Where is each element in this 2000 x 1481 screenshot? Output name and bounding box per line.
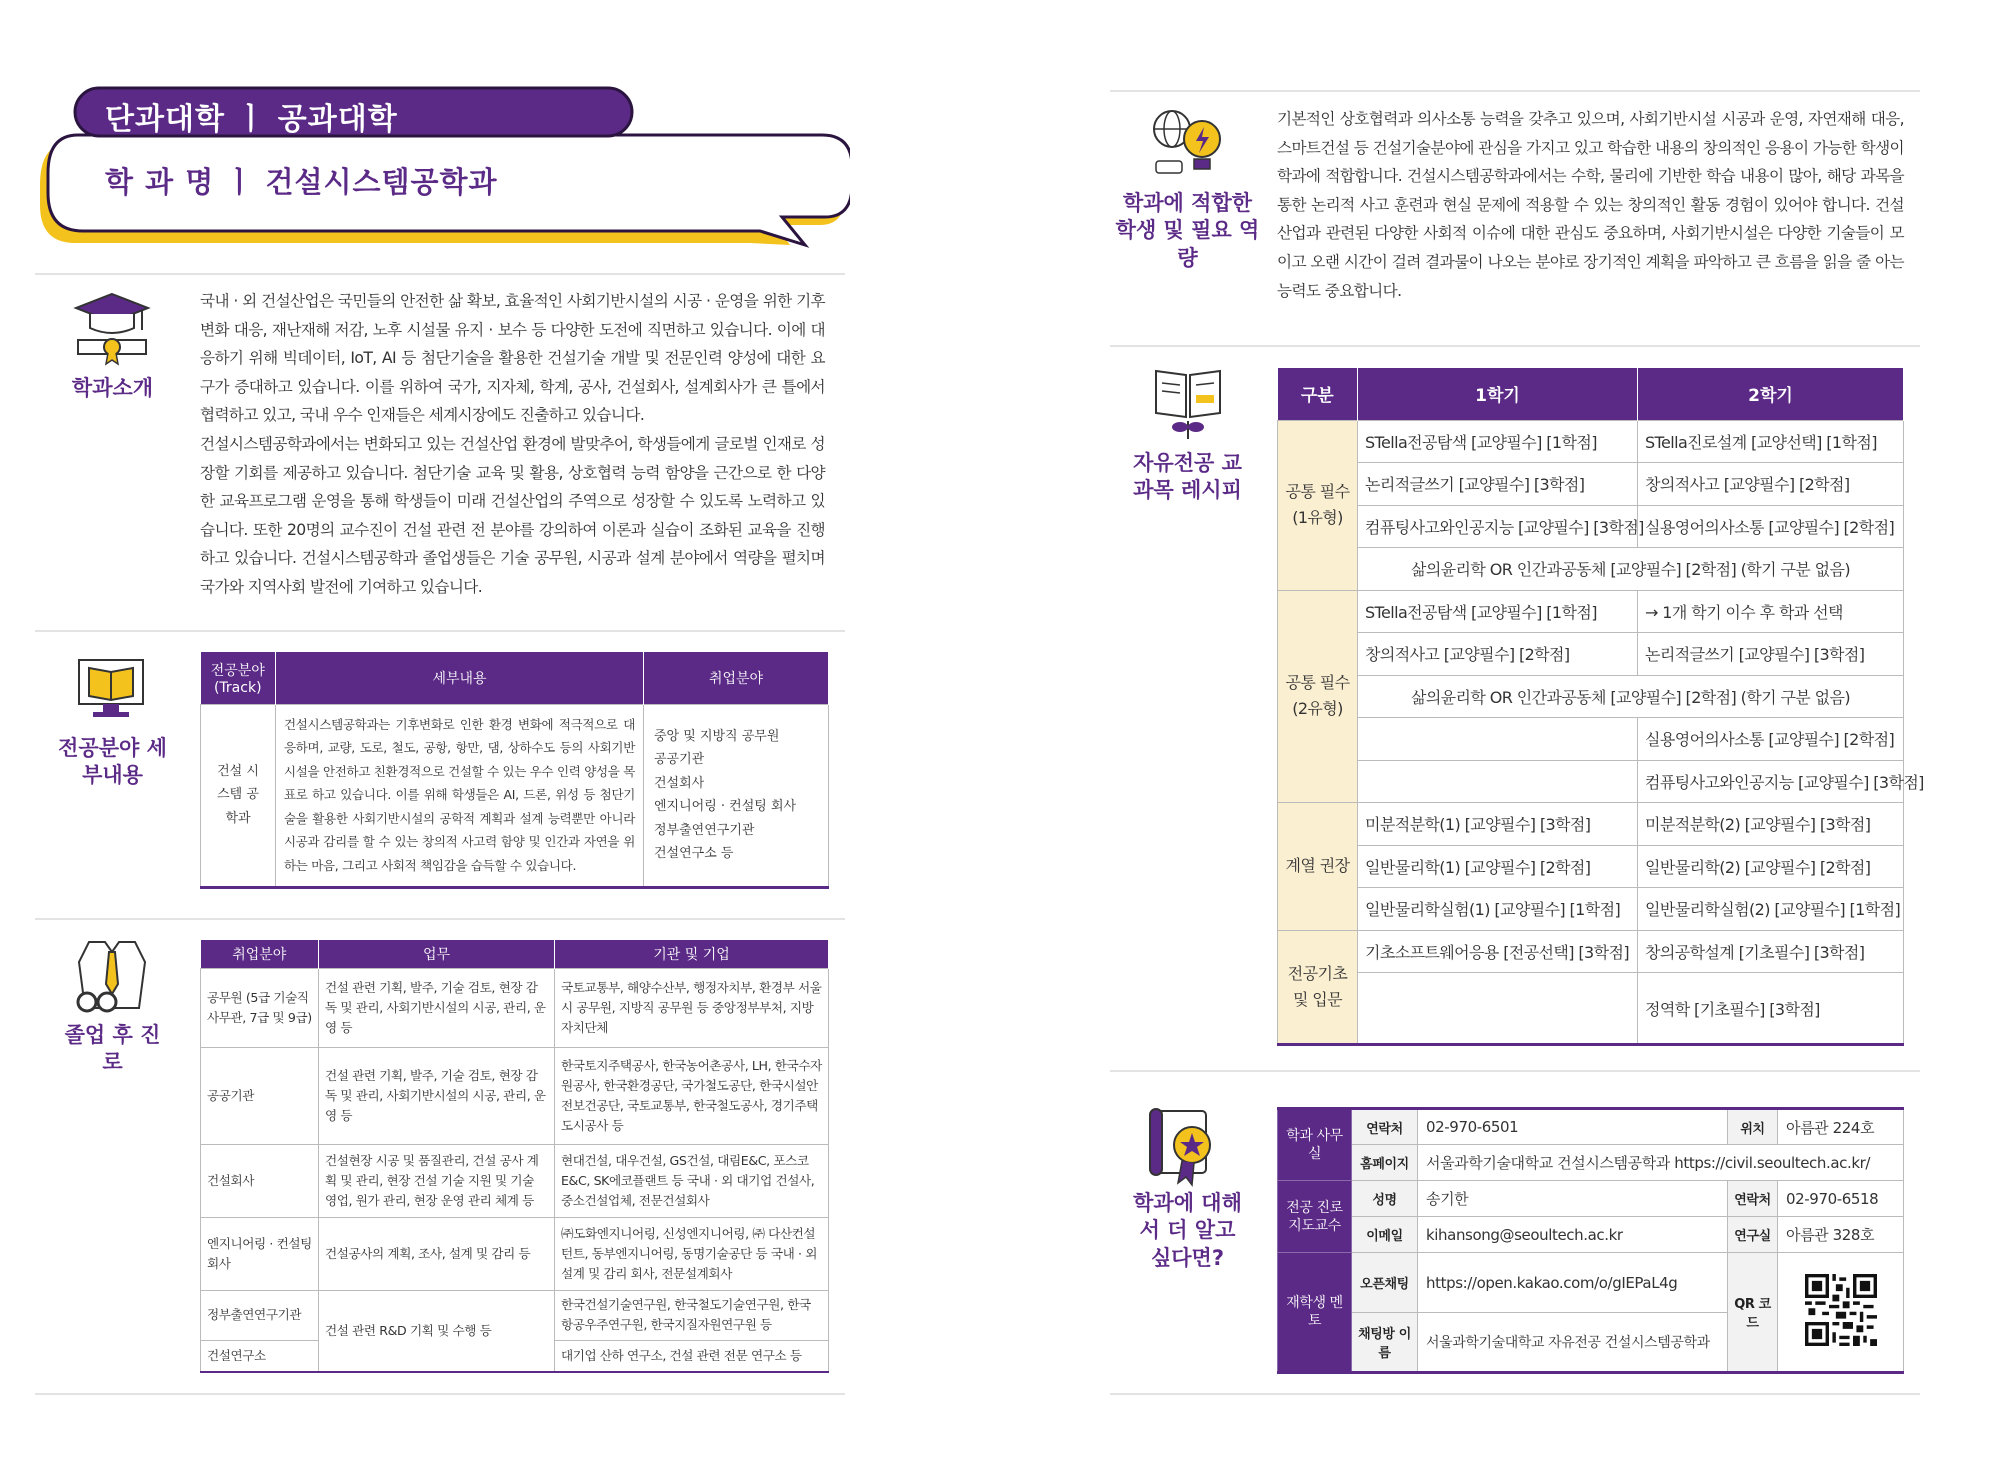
career-work: 건설공사의 계획, 조사, 설계 및 감리 등 (319, 1217, 555, 1290)
divider (35, 1393, 845, 1395)
job-item: 정부출연연구기관 (654, 822, 755, 838)
course-cell: 미분적분학(1) [교양필수] [3학점] (1358, 803, 1638, 846)
career-table (200, 940, 829, 1373)
table-row (201, 1290, 829, 1340)
fit-paragraph: 기본적인 상호협력과 의사소통 능력을 갖추고 있으며, 사회기반시설 시공과 운영, 자연재해 대응, 스마트건설 등 건설기술분야에 관심을 가지고 있고 학습한 내용의 창의적인 응용이 가능한 학생이 학과에 적합합니다. 건설시스템공학과에서는 수학, 물리에 기반한 학습 내용이 많아, 해당 과목을 통한 논리적 사고 훈련과 현실 문제에 적용할 수 있는 창의적인 활동 경험이 있어야 합니다. 건설산업과 관련된 다양한 사회적 이슈에 대한 관심도 중요하며, 사회기반시설은 다양한 기술들이 모이고 오랜 시간이 걸려 결과물이 나오는 분야로 장기적인 계획을 파악하고 큰 흐름을 읽을 줄 아는 능력도 중요합니다. (1277, 110, 1904, 300)
homepage-label: 홈페이지 (1352, 1145, 1418, 1181)
advisor-name: 송기한 (1418, 1181, 1728, 1217)
track-name: 건설 시스템 공학과 (201, 704, 276, 887)
career-field: 공무원 (5급 기술직 사무관, 7급 및 9급) (201, 968, 319, 1047)
dept-name: 학 과 명 ㅣ 건설시스템공학과 (105, 165, 498, 199)
contact-table (1277, 1107, 1904, 1374)
globe-lightbulb-icon (1150, 105, 1230, 185)
book-plant-icon (1152, 365, 1224, 443)
office-tel[interactable]: 02-970-6501 (1418, 1109, 1728, 1145)
job-item: 중앙 및 지방직 공무원 (654, 728, 780, 744)
qr-label: QR 코드 (1728, 1253, 1778, 1373)
advisor-email[interactable]: kihansong@seoultech.ac.kr (1418, 1217, 1728, 1253)
table-row (1278, 760, 1904, 803)
course-cell: 정역학 [기초필수] [3학점] (1638, 973, 1904, 1045)
divider (35, 630, 845, 632)
table-row (1278, 463, 1904, 506)
homepage-link[interactable]: 서울과학기술대학교 건설시스템공학과 https://civil.seoultech.ac.kr/ (1418, 1145, 1904, 1181)
openchat-label: 오픈채팅 (1352, 1253, 1418, 1313)
college-label: 단과대학 ㅣ 공과대학 (105, 102, 398, 137)
career-org: ㈜도화엔지니어링, 신성엔지니어링, ㈜ 다산컨설턴트, 동부엔지니어링, 동명기술공단 등 국내 · 외 설계 및 감리 회사, 전문설계회사 (555, 1217, 829, 1290)
advisor-tel-label: 연락처 (1728, 1181, 1778, 1217)
table-row (1278, 845, 1904, 888)
recipe-header-category: 구분 (1278, 368, 1358, 420)
course-cell: 컴퓨팅사고와인공지능 [교양필수] [3학점] (1638, 760, 1904, 803)
recipe-header-sem2: 2학기 (1638, 368, 1904, 420)
career-work: 건설 관련 기획, 발주, 기술 검토, 현장 감독 및 관리, 사회기반시설의 시공, 관리, 운영 등 (319, 968, 555, 1047)
course-cell: 미분적분학(2) [교양필수] [3학점] (1638, 803, 1904, 846)
table-row (1278, 930, 1904, 973)
table-row (1278, 888, 1904, 931)
email-label: 이메일 (1352, 1217, 1418, 1253)
course-cell: 창의적사고 [교양필수] [2학점] (1358, 633, 1638, 676)
openchat-link[interactable]: https://open.kakao.com/o/gIEPaL4g (1418, 1253, 1728, 1313)
career-org: 대기업 산하 연구소, 건설 관련 전문 연구소 등 (555, 1340, 829, 1372)
table-row (1278, 420, 1904, 463)
divider (1110, 1393, 1920, 1395)
intro-title: 학과소개 (71, 376, 154, 400)
career-org: 한국건설기술연구원, 한국철도기술연구원, 한국항공우주연구원, 한국지질자원연구원 등 (555, 1290, 829, 1340)
divider (1110, 90, 1920, 92)
career-org: 현대건설, 대우건설, GS건설, 대림E&C, 포스코 E&C, SK에코플랜트 등 국내 · 외 대기업 건설사, 중소건설업체, 전문건설회사 (555, 1144, 829, 1217)
table-row (1278, 973, 1904, 1045)
career-field: 건설회사 (201, 1144, 319, 1217)
advisor-label: 전공 진로 지도교수 (1278, 1181, 1352, 1253)
course-cell: STella진로설계 [교양선택] [1학점] (1638, 420, 1904, 463)
track-title: 전공분야 세부내용 (58, 736, 167, 788)
monitor-book-icon (75, 650, 147, 722)
category-cell: 공통 필수 (2유형) (1278, 590, 1358, 803)
recipe-title: 자유전공 교과목 레시피 (1133, 451, 1242, 503)
table-row (1278, 633, 1904, 676)
divider (35, 918, 845, 920)
divider (1110, 345, 1920, 347)
career-field: 건설연구소 (201, 1340, 319, 1372)
track-detail: 건설시스템공학과는 기후변화로 인한 환경 변화에 적극적으로 대응하며, 교량, 도로, 철도, 공항, 항만, 댐, 상하수도 등의 사회기반시설을 안전하고 친환경적으로 건설할 수 있는 우수 인력 양성을 목표로 하고 있습니다. 이를 위해 학생들은 AI, 드론, 위성 등 첨단기술을 활용한 사회기반시설의 공학적 계획과 설계 능력뿐만 아니라 시공과 감리를 할 수 있는 창의적 사고력 함양 및 인간과 자연을 위하는 마음, 그리고 사회적 책임감을 습득할 수 있습니다. (276, 704, 644, 887)
table-row (1278, 548, 1904, 591)
category-cell: 전공기초 및 입문 (1278, 930, 1358, 1045)
qr-code-icon[interactable] (1805, 1274, 1877, 1346)
fit-title: 학과에 적합한 학생 및 필요 역량 (1115, 191, 1260, 270)
contact-title: 학과에 대해서 더 알고 싶다면? (1133, 1191, 1242, 1270)
table-row (1278, 803, 1904, 846)
course-cell: 삶의윤리학 OR 인간과공동체 [교양필수] [2학점] (학기 구분 없음) (1358, 675, 1904, 718)
divider (1110, 1070, 1920, 1072)
career-org: 국토교통부, 해양수산부, 행정자치부, 환경부 서울시 공무원, 지방직 공무원 등 중앙정부부처, 지방자치단체 (555, 968, 829, 1047)
course-cell: 논리적글쓰기 [교양필수] [3학점] (1638, 633, 1904, 676)
track-header-track: 전공분야 (Track) (201, 652, 276, 704)
table-row (201, 1047, 829, 1144)
qr-code-cell (1778, 1253, 1904, 1373)
course-cell: 실용영어의사소통 [교양필수] [2학점] (1638, 718, 1904, 761)
career-field: 공공기관 (201, 1047, 319, 1144)
office-location: 아름관 224호 (1778, 1109, 1904, 1145)
course-cell: STella전공탐색 [교양필수] [1학점] (1358, 420, 1638, 463)
course-cell: 창의공학설계 [기초필수] [3학점] (1638, 930, 1904, 973)
table-row (201, 1217, 829, 1290)
career-field: 엔지니어링 · 컨설팅 회사 (201, 1217, 319, 1290)
track-jobs (644, 704, 829, 887)
career-org: 한국토지주택공사, 한국농어촌공사, LH, 한국수자원공사, 한국환경공단, 국가철도공단, 한국시설안전보건공단, 국토교통부, 한국철도공사, 경기주택도시공사 등 (555, 1047, 829, 1144)
track-table (200, 652, 829, 889)
career-title: 졸업 후 진로 (64, 1023, 161, 1075)
recipe-table (1277, 368, 1924, 1046)
chatroom-label: 채팅방 이름 (1352, 1313, 1418, 1373)
course-cell: 논리적글쓰기 [교양필수] [3학점] (1358, 463, 1638, 506)
intro-paragraph-2: 건설시스템공학과에서는 변화되고 있는 건설산업 환경에 발맞추어, 학생들에게 글로벌 인재로 성장할 기회를 제공하고 있습니다. 첨단기술 교육 및 활용, 상호협력 능력 함양을 근간으로 한 다양한 교육프로그램 운영을 통해 학생들이 미래 건설산업의 주역으로 성장할 수 있도록 노력하고 있습니다. 또한 20명의 교수진이 건설 관련 전 분야를 강의하여 이론과 실습이 조화된 교육을 진행하고 있습니다. 건설시스템공학과 졸업생들은 기술 공무원, 시공과 설계 분야에서 역량을 펼치며 국가와 지역사회 발전에 기여하고 있습니다. (200, 435, 825, 596)
course-cell: → 1개 학기 이수 후 학과 선택 (1638, 590, 1904, 633)
name-label: 성명 (1352, 1181, 1418, 1217)
career-field: 정부출연연구기관 (201, 1290, 319, 1340)
course-cell (1358, 973, 1638, 1045)
shirt-tie-icon (75, 938, 150, 1016)
course-cell: 삶의윤리학 OR 인간과공동체 [교양필수] [2학점] (학기 구분 없음) (1358, 548, 1904, 591)
job-item: 건설회사 (654, 775, 705, 791)
intro-paragraph-1: 국내 · 외 건설산업은 국민들의 안전한 삶 확보, 효율적인 사회기반시설의 시공 · 운영을 위한 기후변화 대응, 재난재해 저감, 노후 시설물 유지 · 보수 등 다양한 도전에 직면하고 있습니다. 이에 대응하기 위해 빅데이터, IoT, AI 등 첨단기술을 활용한 건설기술 개발 및 전문인력 양성에 대한 요구가 증대하고 있습니다. 이를 위하여 국가, 지자체, 학계, 공사, 건설회사, 설계회사가 큰 틀에서 협력하고 있고, 국내 우수 인재들은 세계시장에도 진출하고 있습니다. (200, 292, 825, 425)
course-cell (1358, 760, 1638, 803)
job-item: 공공기관 (654, 752, 705, 767)
track-header-jobs: 취업분야 (644, 652, 829, 704)
course-cell: 일반물리학(1) [교양필수] [2학점] (1358, 845, 1638, 888)
career-header-org: 기관 및 기업 (555, 940, 829, 968)
tel-label: 연락처 (1352, 1109, 1418, 1145)
course-cell: 일반물리학(2) [교양필수] [2학점] (1638, 845, 1904, 888)
certificate-award-icon (1148, 1105, 1228, 1190)
chatroom-name: 서울과학기술대학교 자유전공 건설시스템공학과 (1418, 1313, 1728, 1373)
job-item: 엔지니어링 · 컨설팅 회사 (654, 799, 797, 814)
advisor-lab: 아름관 328호 (1778, 1217, 1904, 1253)
career-header-work: 업무 (319, 940, 555, 968)
career-work: 건설 관련 R&D 기획 및 수행 등 (319, 1290, 555, 1372)
table-row (1278, 718, 1904, 761)
table-row (201, 1144, 829, 1217)
course-cell: 컴퓨팅사고와인공지능 [교양필수] [3학점] (1358, 505, 1638, 548)
location-label: 위치 (1728, 1109, 1778, 1145)
office-label: 학과 사무실 (1278, 1109, 1352, 1181)
recipe-header-sem1: 1학기 (1358, 368, 1638, 420)
career-header-field: 취업분야 (201, 940, 319, 968)
job-item: 건설연구소 등 (654, 846, 734, 861)
table-row (1278, 590, 1904, 633)
table-row (201, 968, 829, 1047)
course-cell: 일반물리학실험(2) [교양필수] [1학점] (1638, 888, 1904, 931)
mentor-label: 재학생 멘토 (1278, 1253, 1352, 1373)
table-row (1278, 675, 1904, 718)
career-work: 건설 관련 기획, 발주, 기술 검토, 현장 감독 및 관리, 사회기반시설의 시공, 관리, 운영 등 (319, 1047, 555, 1144)
course-cell: 일반물리학실험(1) [교양필수] [1학점] (1358, 888, 1638, 931)
lab-label: 연구실 (1728, 1217, 1778, 1253)
graduation-cap-icon (72, 290, 152, 368)
advisor-tel[interactable]: 02-970-6518 (1778, 1181, 1904, 1217)
course-cell (1358, 718, 1638, 761)
course-cell: 창의적사고 [교양필수] [2학점] (1638, 463, 1904, 506)
divider (35, 273, 845, 275)
career-work: 건설현장 시공 및 품질관리, 건설 공사 계획 및 관리, 현장 건설 기술 지원 및 기술 영업, 원가 관리, 현장 운영 관리 체계 등 (319, 1144, 555, 1217)
category-cell: 계열 권장 (1278, 803, 1358, 931)
table-row (1278, 505, 1904, 548)
course-cell: 실용영어의사소통 [교양필수] [2학점] (1638, 505, 1904, 548)
course-cell: 기초소프트웨어응용 [전공선택] [3학점] (1358, 930, 1638, 973)
course-cell: STella전공탐색 [교양필수] [1학점] (1358, 590, 1638, 633)
track-header-detail: 세부내용 (276, 652, 644, 704)
category-cell: 공통 필수 (1유형) (1278, 420, 1358, 590)
